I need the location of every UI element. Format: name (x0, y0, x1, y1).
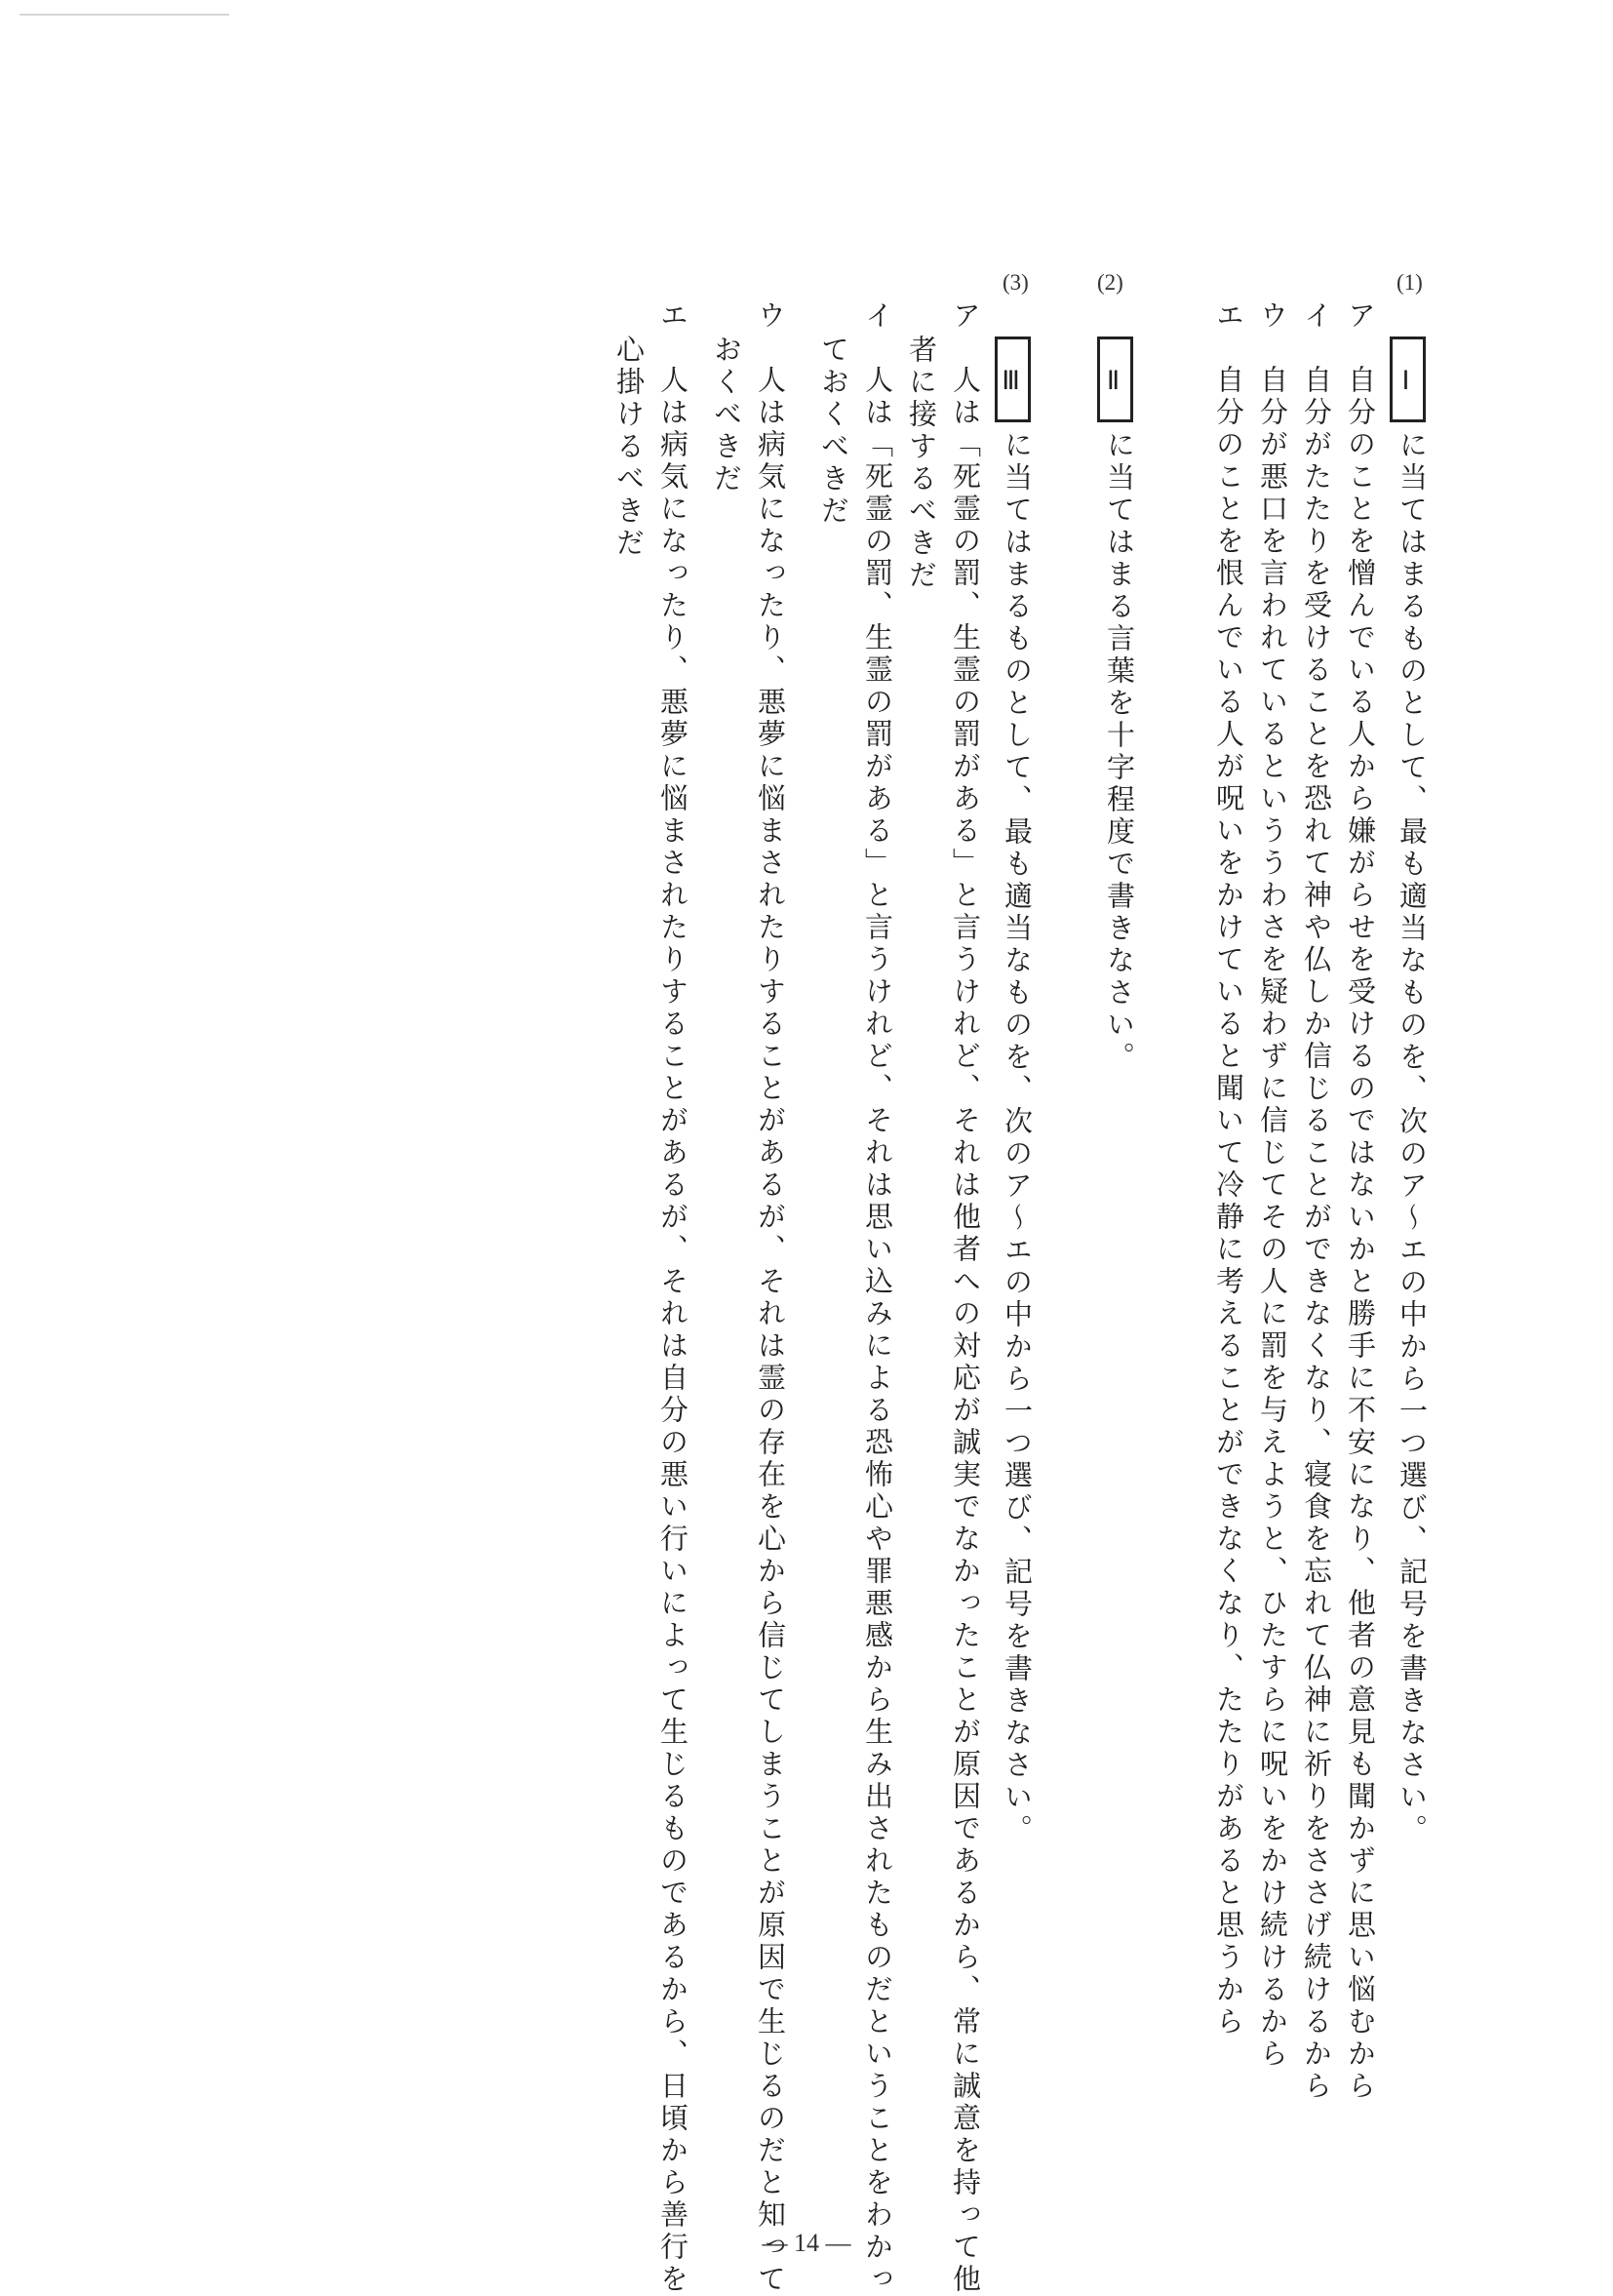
answer-box-1: Ⅰ (1390, 336, 1426, 422)
option-mark: ウ (754, 300, 787, 333)
question-3-option-i (861, 300, 894, 2296)
question-2-prompt (1097, 336, 1136, 1074)
question-3-option-e-continued: 心掛けるべきだ (612, 335, 646, 560)
question-3-option-a (949, 300, 982, 2296)
question-3-option-u-continued: おくべきだ (710, 335, 743, 495)
question-3-option-u (754, 300, 787, 2296)
option-text: 自分のことを憎んでいる人から嫌がらせを受けるのではないかと勝手に不安になり、他者の意見も聞かずに思い悩むから (1344, 365, 1377, 2103)
option-mark: ウ (1256, 300, 1289, 333)
answer-box-2: Ⅱ (1097, 336, 1133, 422)
question-1-option-u (1256, 300, 1289, 2071)
question-1-option-i (1300, 300, 1333, 2103)
answer-box-3: Ⅲ (995, 336, 1031, 422)
page-number: ― 14 ― (762, 2229, 851, 2257)
question-3-option-a-continued: 者に接するべきだ (905, 335, 938, 592)
question-3-option-e (658, 300, 687, 2296)
option-text: 人は病気になったり、悪夢に悩まされたりすることがあるが、それは霊の存在を心から信じてしまうことが原因で生じるのだと知って (754, 365, 787, 2296)
option-text: 自分が悪口を言われているといううわさを疑わずに信じてその人に罰を与えようと、ひたすらに呪いをかけ続けるから (1256, 365, 1289, 2071)
option-text: 人は病気になったり、悪夢に悩まされたりすることがあるが、それは自分の悪い行いによって生じるものであるから、日頃から善行を (656, 365, 689, 2296)
question-3-prompt (995, 336, 1034, 1846)
question-2-number: (2) (1097, 270, 1123, 295)
question-1-option-e (1212, 300, 1245, 2039)
option-text: 自分がたたりを受けることを恐れて神や仏しか信じることができなくなり、寝食を忘れて仏神に祈りをささげ続けるから (1300, 365, 1333, 2103)
question-1-number: (1) (1397, 270, 1423, 295)
question-2-prompt-text: に当てはまる言葉を十字程度で書きなさい。 (1103, 430, 1136, 1074)
option-mark: エ (656, 300, 689, 333)
option-text: 人は「死霊の罰、生霊の罰がある」と言うけれど、それは思い込みによる恐怖心や罪悪感から生み出されたものだということをわかっ (861, 365, 894, 2296)
question-3-number: (3) (1003, 270, 1029, 295)
question-1-prompt-text: に当てはまるものとして、最も適当なものを、次のア～エの中から一つ選び、記号を書きなさい。 (1396, 430, 1429, 1846)
option-text: 人は「死霊の罰、生霊の罰がある」と言うけれど、それは他者への対応が誠実でなかったことが原因であるから、常に誠意を持って他 (949, 365, 982, 2296)
scan-edge-line (20, 14, 229, 16)
option-mark: イ (1300, 300, 1333, 333)
option-mark: イ (861, 300, 894, 333)
question-3-option-i-continued: ておくべきだ (817, 335, 850, 528)
question-1-option-a (1344, 300, 1377, 2103)
option-mark: エ (1212, 300, 1245, 333)
question-3-prompt-text: に当てはまるものとして、最も適当なものを、次のア～エの中から一つ選び、記号を書きなさい。 (1001, 430, 1034, 1846)
option-text: 自分のことを恨んでいる人が呪いをかけていると聞いて冷静に考えることができなくなり、たたりがあると思うから (1212, 365, 1245, 2039)
option-mark: ア (1344, 300, 1377, 333)
option-mark: ア (949, 300, 982, 333)
question-1-prompt (1390, 336, 1429, 1846)
